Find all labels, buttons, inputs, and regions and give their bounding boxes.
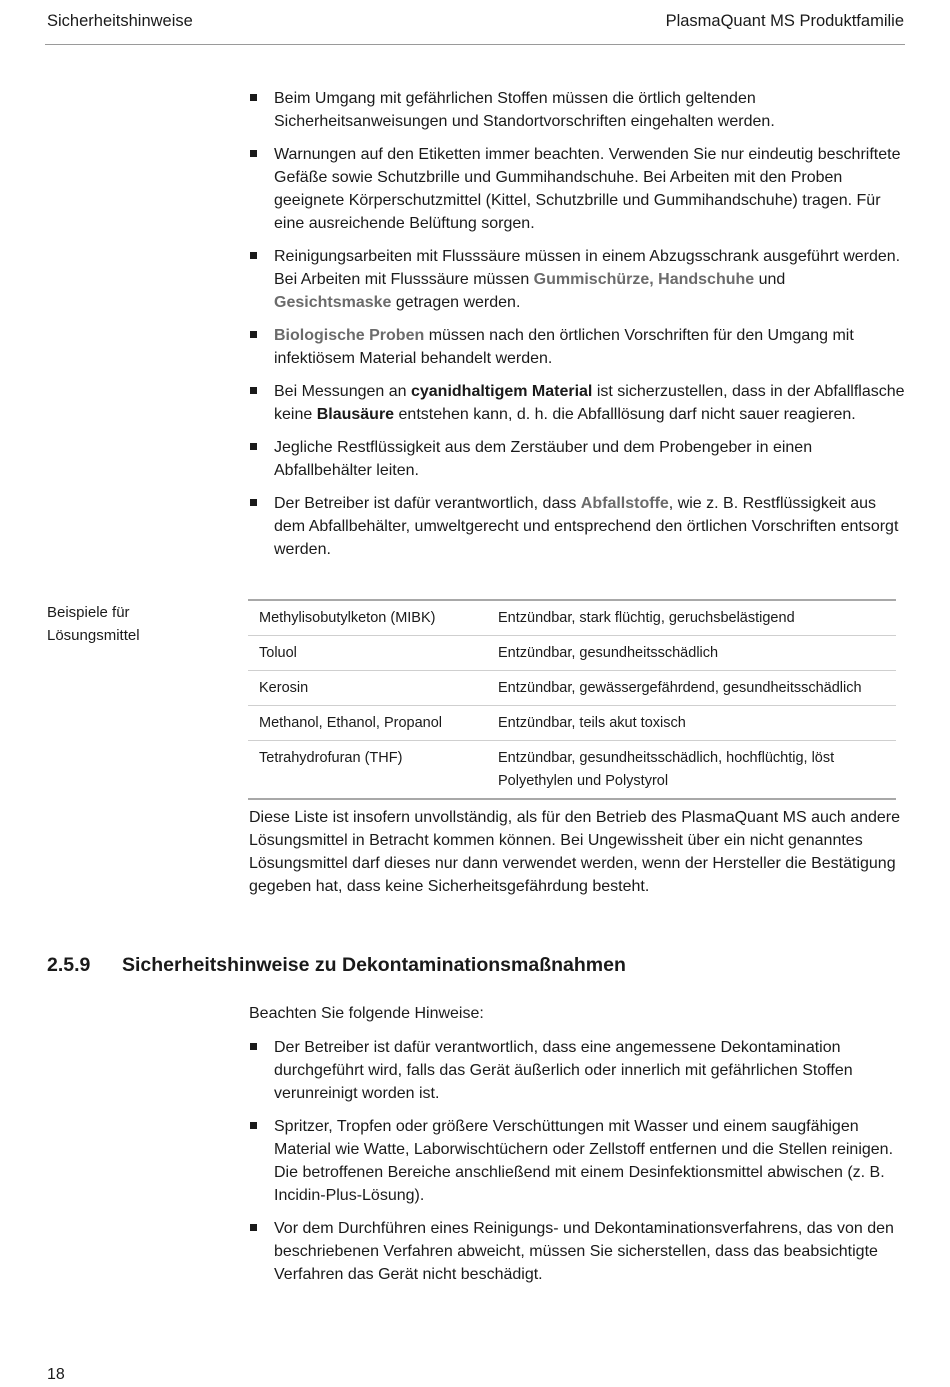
header-rule [45,44,905,45]
solvents-table [248,599,896,800]
solvent-hazard: Entzündbar, gewässergefährdend, gesundheitsschädlich [487,671,896,706]
waste-materials: Abfallstoffe [580,495,669,512]
intro-text: Beachten Sie folgende Hinweise: [249,1005,484,1022]
bullet-item: Der Betreiber ist dafür verantwortlich, dass eine angemessene Dekontamination durchgeführt wird, falls das Gerät äußerlich oder innerlich mit gefährlichen Stoffen verunreinigt worden ist. [249,1036,905,1105]
table-row [248,600,896,636]
section-heading [47,954,626,977]
table-row [248,741,896,800]
solvent-hazard: Entzündbar, teils akut toxisch [487,706,896,741]
section-number: 2.5.9 [47,954,91,976]
bullet-item: Spritzer, Tropfen oder größere Verschüttungen mit Wasser und einem saugfähigen Material wie Watte, Laborwischtüchern oder Zellstoff entfernen und die Stellen reinigen. Die betroffenen Bereiche anschließend mit einem Desinfektionsmittel abwischen (z. B. Incidin-Plus-Lösung). [249,1115,905,1207]
hydrocyanic-acid: Blausäure [316,406,395,423]
decontamination-bullet-list [249,1036,905,1286]
table-row [248,671,896,706]
list-note-paragraph: Diese Liste ist insofern unvollständig, als für den Betrieb des PlasmaQuant MS auch andere Lösungsmittel in Betracht kommen können. Bei Ungewissheit über ein nicht genanntes Lösungsmittel darf dieses nur dann verwendet werden, wenn der Hersteller die Bestätigung gegeben hat, dass keine Sicherheitsgefährdung besteht. [249,809,901,895]
bullet-item: Biologische Proben müssen nach den örtlichen Vorschriften für den Umgang mit infektiösem Material behandelt werden. [249,324,905,370]
page-number: 18 [47,1366,65,1383]
solvent-name: Tetrahydrofuran (THF) [248,741,487,800]
bullet-item: Warnungen auf den Etiketten immer beachten. Verwenden Sie nur eindeutig beschriftete Gefäße sowie Schutzbrille und Gummihandschuhe. Bei Arbeiten mit den Proben geeignete Körperschutzmittel (Kittel, Schutzbrille und Gummihandschuhe) tragen. Für eine ausreichende Belüftung sorgen. [249,143,905,235]
safety-bullet-list [249,87,905,561]
bullet-item: Der Betreiber ist dafür verantwortlich, dass Abfallstoffe, wie z. B. Restflüssigkeit aus dem Abfallbehälter, umweltgerecht und entsprechend den örtlichen Vorschriften entsorgt werden. [249,492,905,561]
section-title: Sicherheitshinweise zu Dekontaminationsmaßnahmen [122,954,626,976]
bullet-item: Beim Umgang mit gefährlichen Stoffen müssen die örtlich geltenden Sicherheitsanweisungen und Standortvorschriften eingehalten werden. [249,87,905,133]
bullet-item: Reinigungsarbeiten mit Flusssäure müssen in einem Abzugsschrank ausgeführt werden. Bei Arbeiten mit Flusssäure müssen Gummischürze, Handschuhe und Gesichtsmaske getragen werden. [249,245,905,314]
solvent-hazard: Entzündbar, gesundheitsschädlich, hochflüchtig, löst Polyethylen und Polystyrol [487,741,896,800]
solvent-name: Toluol [248,636,487,671]
hf-protection-gear: Gummischürze, Handschuhe [533,271,755,288]
bullet-item: Jegliche Restflüssigkeit aus dem Zerstäuber und dem Probengeber in einen Abfallbehälter leiten. [249,436,905,482]
table-row [248,636,896,671]
table-row [248,706,896,741]
solvent-name: Methylisobutylketon (MIBK) [259,610,436,626]
solvent-hazard: Entzündbar, gesundheitsschädlich [487,636,896,671]
solvent-hazard: Entzündbar, stark flüchtig, geruchsbelästigend [498,610,795,626]
running-header-left: Sicherheitshinweise [47,12,193,30]
margin-label: Beispiele für Lösungsmittel [47,604,140,644]
face-mask: Gesichtsmaske [274,294,392,311]
biological-samples: Biologische Proben [274,327,425,344]
solvent-name: Kerosin [248,671,487,706]
bullet-item: Bei Messungen an cyanidhaltigem Material ist sicherzustellen, dass in der Abfallflasche keine Blausäure entstehen kann, d. h. die Abfalllösung darf nicht sauer reagieren. [249,380,905,426]
running-header-right: PlasmaQuant MS Produktfamilie [665,12,904,30]
solvent-name: Methanol, Ethanol, Propanol [248,706,487,741]
cyanide-material: cyanidhaltigem Material [410,383,593,400]
bullet-item: Vor dem Durchführen eines Reinigungs- und Dekontaminationsverfahrens, das von den beschriebenen Verfahren abweicht, müssen Sie sicherstellen, dass das beabsichtigte Verfahren das Gerät nicht beschädigt. [249,1217,905,1286]
